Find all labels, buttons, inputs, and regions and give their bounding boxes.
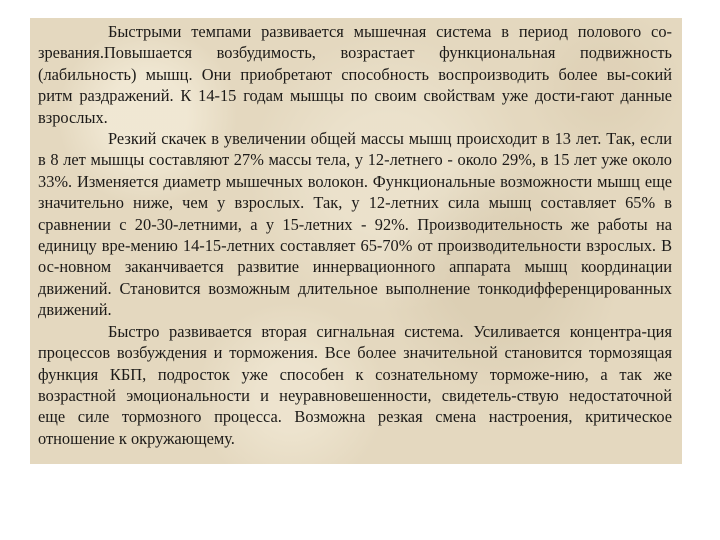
paragraph-3: Быстро развивается вторая сигнальная система. Усиливается концентра-ция процессов возбуждения и торможения. Все более значительной становится тормозящая функция КБП, подросток уже способен к сознательному торможе-нию, а так же возрастной эмоциональности и неуравновешенности, свидетель-ствую недостаточной еще силе тормозного процесса. Возможна резкая смена настроения, критическое отношение к окружающему. (38, 321, 672, 448)
paragraph-2: Резкий скачек в увеличении общей массы мышц происходит в 13 лет. Так, если в 8 лет мышцы составляют 27% массы тела, у 12-летнего - около 29%, в 15 лет уже около 33%. Изменяется диаметр мышечных волокон. Функциональные возможности мышц еще значительно ниже, чем у взрослых. Так, у 12-летних сила мышц составляет 65% в сравнении с 20-30-летними, а у 15-летних - 92%. Производительность же работы на единицу вре-мению 14-15-летних составляет 65-70% от производительности взрослых. В ос-новном заканчивается развитие иннервационного аппарата мышц координации движений. Становится возможным длительное выполнение тонкодифференцированных движений. (38, 129, 672, 320)
paragraph-1: Быстрыми темпами развивается мышечная система в период полового со-зревания.Повышается возбудимость, возрастает функциональная подвижность (лабильность) мышц. Они приобретают способность воспроизводить более вы-сокий ритм раздражений. К 14-15 годам мышцы по своим свойствам уже дости-гают данные взрослых. (38, 22, 672, 127)
text-panel (30, 18, 682, 464)
